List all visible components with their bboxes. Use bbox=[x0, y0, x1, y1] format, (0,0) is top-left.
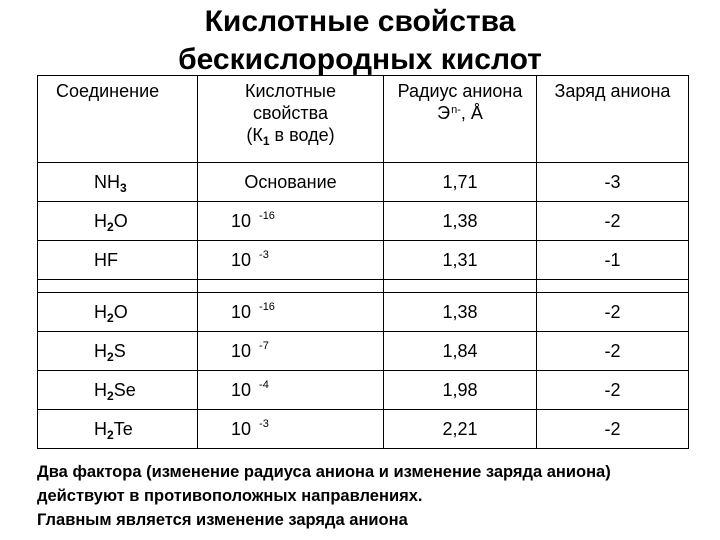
table-row bbox=[38, 241, 689, 280]
compound-cell: $H_2S$ bbox=[38, 332, 198, 371]
table-row bbox=[38, 332, 689, 371]
table-row bbox=[38, 293, 689, 332]
compound-cell: $H_2O$ bbox=[38, 202, 198, 241]
header-charge: Заряд аниона bbox=[537, 76, 689, 163]
acidity-cell: 10 $^{-3}$ bbox=[198, 410, 384, 449]
header-acidity bbox=[198, 76, 384, 163]
conclusion-text bbox=[37, 460, 707, 532]
radius-cell: 1,31 bbox=[384, 241, 537, 280]
header-radius-line-2: $Э^{n-}$, Å bbox=[437, 103, 483, 123]
header-acidity-line-1: Кислотные bbox=[245, 81, 336, 101]
title-line-2: бескислородных кислот bbox=[178, 43, 542, 76]
conclusion-line-3: Главным является изменение заряда аниона bbox=[37, 511, 408, 529]
charge-cell: -2 bbox=[537, 410, 689, 449]
radius-cell: 2,21 bbox=[384, 410, 537, 449]
header-radius-line-1: Радиус аниона bbox=[397, 81, 523, 101]
charge-cell: -2 bbox=[537, 202, 689, 241]
compound-cell: $H_2Se$ bbox=[38, 371, 198, 410]
acid-properties-table bbox=[37, 75, 689, 449]
table-row bbox=[38, 371, 689, 410]
table-header-row bbox=[38, 76, 689, 163]
acidity-cell: 10 $^{-7}$ bbox=[198, 332, 384, 371]
compound-cell: HF bbox=[38, 241, 198, 280]
table-separator-row bbox=[38, 280, 689, 293]
compound-cell: $H_2Te$ bbox=[38, 410, 198, 449]
header-radius bbox=[384, 76, 537, 163]
table-row bbox=[38, 202, 689, 241]
acidity-cell: 10 $^{-16}$ bbox=[198, 293, 384, 332]
header-acidity-line-3: ($К_1$ в воде) bbox=[246, 125, 335, 148]
conclusion-line-2: действуют в противоположных направлениях. bbox=[37, 487, 423, 505]
radius-cell: 1,98 bbox=[384, 371, 537, 410]
acidity-cell: 10 $^{-16}$ bbox=[198, 202, 384, 241]
radius-cell: 1,38 bbox=[384, 293, 537, 332]
charge-cell: -2 bbox=[537, 293, 689, 332]
radius-cell: 1,84 bbox=[384, 332, 537, 371]
acidity-cell: 10 $^{-4}$ bbox=[198, 371, 384, 410]
radius-cell: 1,71 bbox=[384, 163, 537, 202]
acidity-cell: 10 $^{-3}$ bbox=[198, 241, 384, 280]
header-compound: Соединение bbox=[38, 76, 198, 163]
radius-cell: 1,38 bbox=[384, 202, 537, 241]
charge-cell: -2 bbox=[537, 332, 689, 371]
charge-cell: -2 bbox=[537, 371, 689, 410]
conclusion-line-1: Два фактора (изменение радиуса аниона и изменение заряда аниона) bbox=[37, 463, 611, 481]
header-acidity-line-2: свойства bbox=[252, 103, 329, 123]
charge-cell: -1 bbox=[537, 241, 689, 280]
table-row bbox=[38, 410, 689, 449]
title-line-1: Кислотные свойства bbox=[204, 5, 516, 38]
compound-cell: $NH_3$ bbox=[38, 163, 198, 202]
acidity-cell: Основание bbox=[198, 163, 384, 202]
table-row bbox=[38, 163, 689, 202]
compound-cell: $H_2O$ bbox=[38, 293, 198, 332]
charge-cell: -3 bbox=[537, 163, 689, 202]
